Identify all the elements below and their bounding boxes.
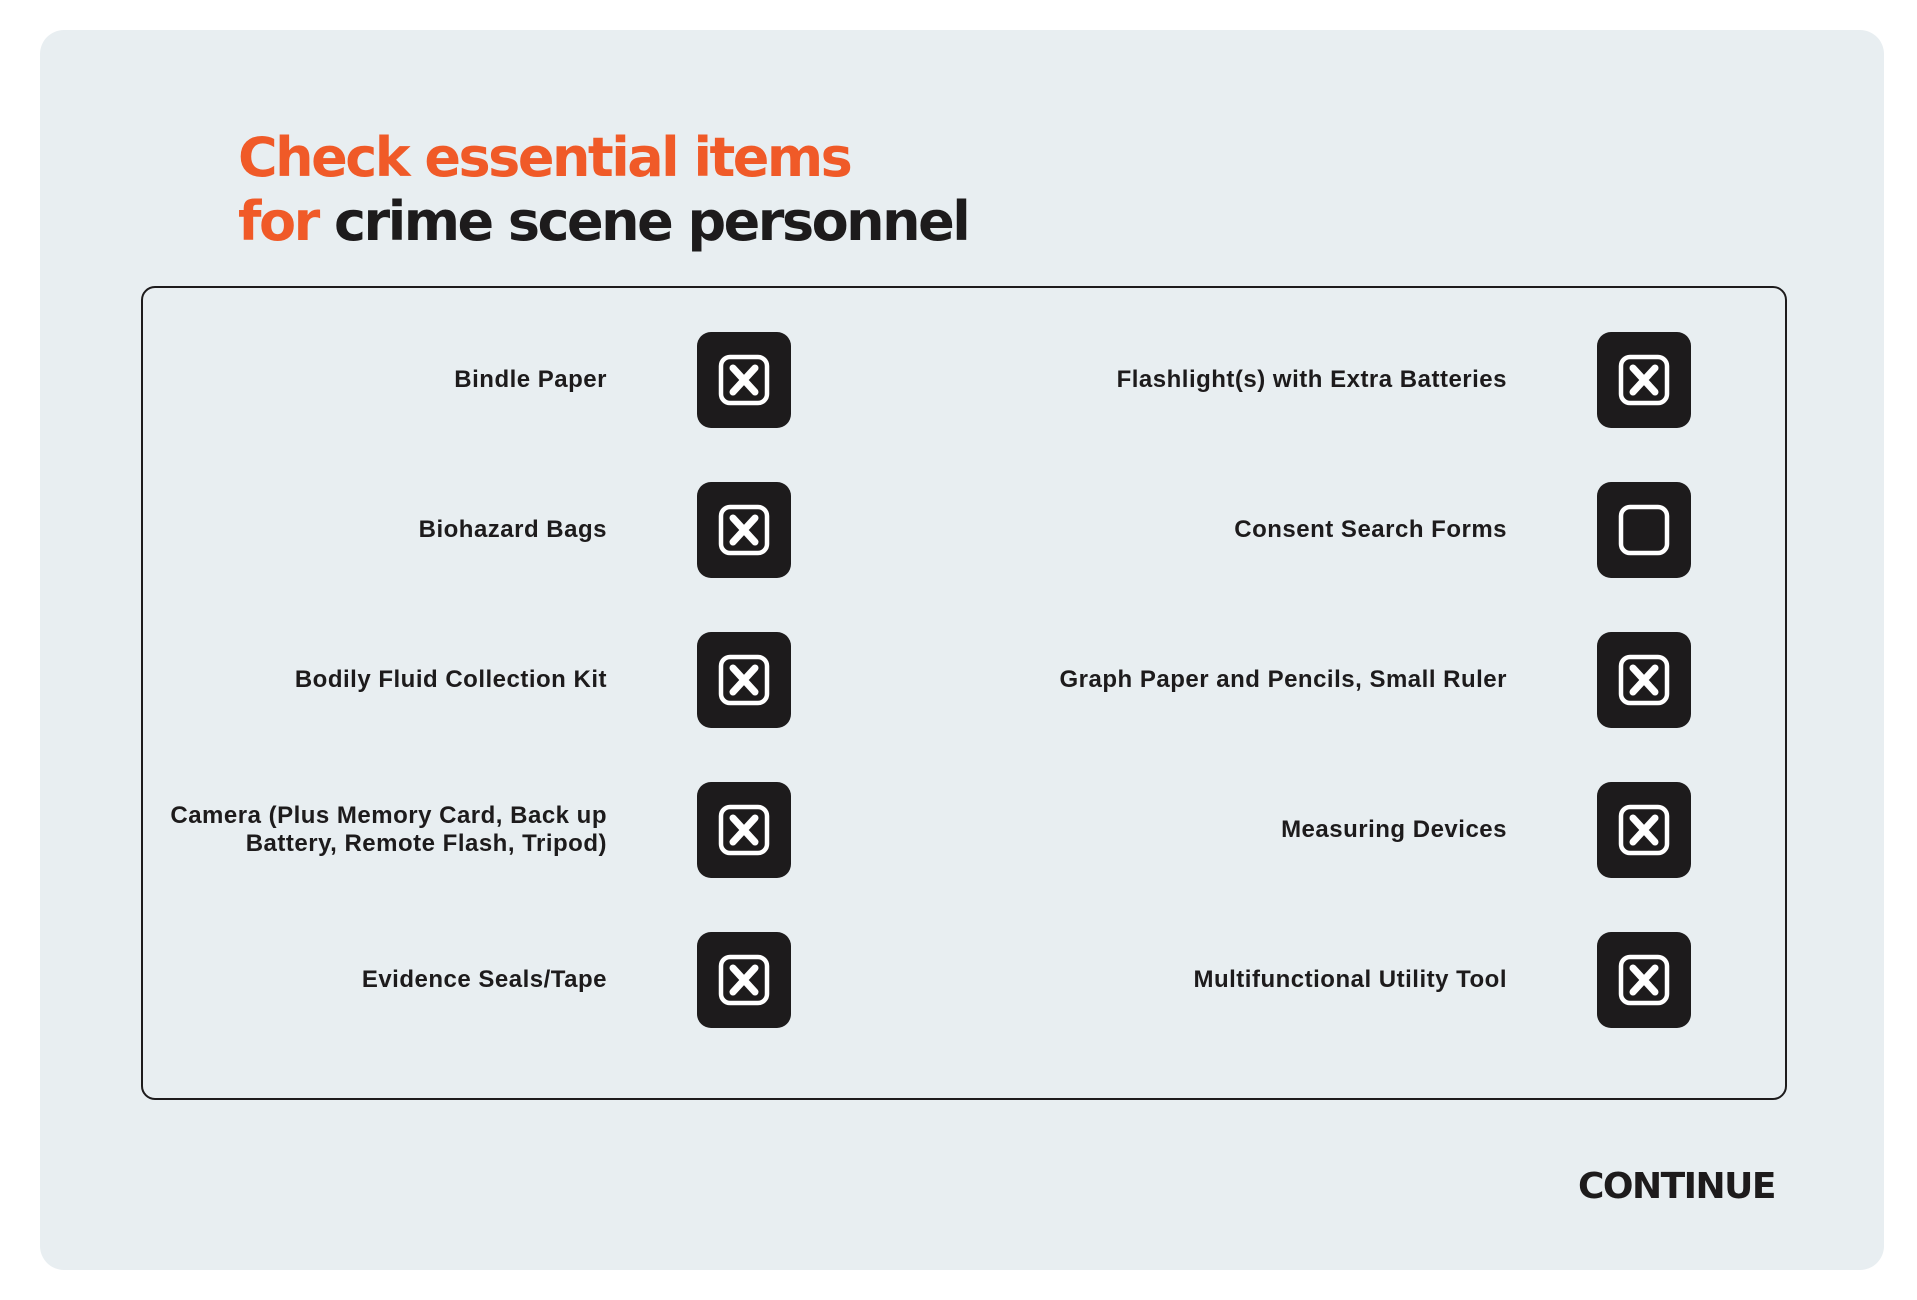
checkbox-empty-icon — [1597, 482, 1691, 578]
checklist-item-label: Biohazard Bags — [418, 516, 607, 543]
checkbox-right-3[interactable] — [1597, 632, 1691, 728]
checkbox-right-1[interactable] — [1597, 332, 1691, 428]
checklist-item-label-wrap — [143, 332, 1507, 428]
title-line-2-accent: for — [238, 190, 318, 253]
checklist-item-label: Evidence Seals/Tape — [361, 966, 607, 993]
checklist-item-label: Camera (Plus Memory Card, Back up Battery, Remote Flash, Tripod) — [170, 802, 607, 857]
checklist-item-label-wrap — [143, 932, 1507, 1028]
page-title — [238, 126, 968, 254]
checklist-item-label: Flashlight(s) with Extra Batteries — [1116, 366, 1507, 393]
checklist-item-label: Multifunctional Utility Tool — [1193, 966, 1507, 993]
checklist-item-label-wrap — [143, 482, 1507, 578]
checkbox-x-icon — [1597, 332, 1691, 428]
continue-button[interactable]: CONTINUE — [1577, 1166, 1775, 1207]
checklist-item-label: Bodily Fluid Collection Kit — [294, 666, 607, 693]
checklist-item-label-wrap — [143, 782, 1507, 878]
checkbox-x-icon — [1597, 782, 1691, 878]
checkbox-right-5[interactable] — [1597, 932, 1691, 1028]
checkbox-right-2[interactable] — [1597, 482, 1691, 578]
checklist-item-label: Consent Search Forms — [1234, 516, 1507, 543]
title-line-2-dark: crime scene personnel — [334, 190, 969, 253]
checklist-box — [141, 286, 1787, 1100]
checkbox-x-icon — [1597, 932, 1691, 1028]
checklist-item-label: Measuring Devices — [1281, 816, 1507, 843]
checklist-item-label: Bindle Paper — [454, 366, 607, 393]
checklist-item-label-wrap — [143, 632, 1507, 728]
title-line-1: Check essential items — [238, 126, 851, 189]
checkbox-x-icon — [1597, 632, 1691, 728]
checklist-item-label: Graph Paper and Pencils, Small Ruler — [1059, 666, 1507, 693]
checkbox-right-4[interactable] — [1597, 782, 1691, 878]
